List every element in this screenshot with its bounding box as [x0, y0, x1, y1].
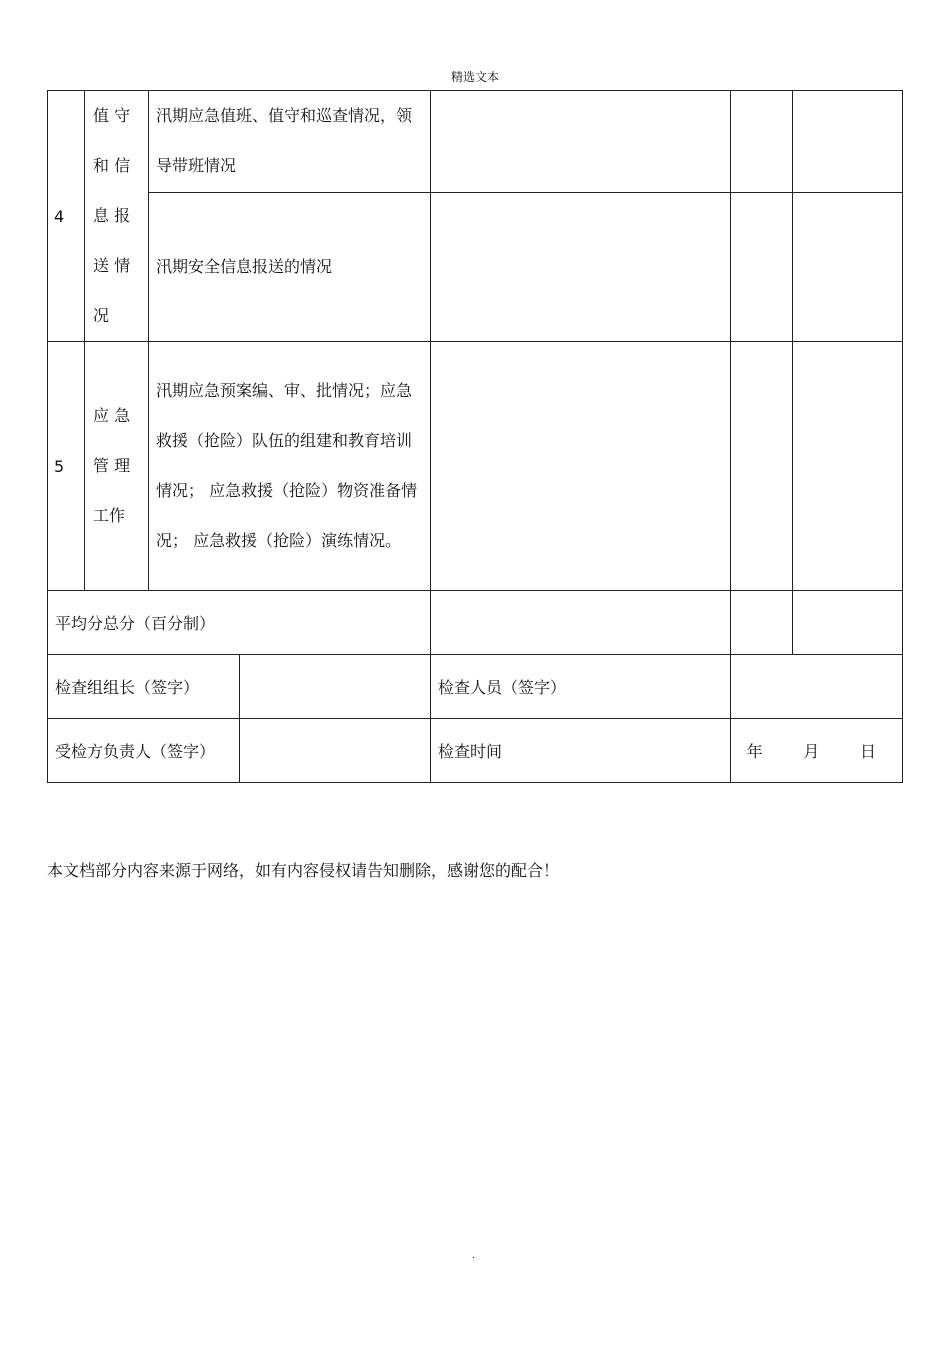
page-dot: .: [472, 1250, 476, 1261]
row-number: 4: [48, 91, 85, 342]
inspector-sign-label: 检查人员（签字）: [431, 655, 731, 719]
score-cell: [731, 91, 793, 193]
method-cell: [431, 342, 731, 591]
score-cell: [731, 591, 793, 655]
total-score-value: [431, 591, 731, 655]
score-cell: [731, 342, 793, 591]
inspector-sign-field: [731, 655, 903, 719]
category-cell: 应 急 管 理 工作: [85, 342, 149, 591]
remark-cell: [793, 192, 903, 341]
method-cell: [431, 91, 731, 193]
category-cell: 值 守 和 信 息 报 送 情 况: [85, 91, 149, 342]
content-cell: 汛期应急值班、值守和巡查情况，领导带班情况: [149, 91, 431, 193]
content-cell: 汛期安全信息报送的情况: [149, 192, 431, 341]
inspection-table: [47, 90, 903, 783]
row-number: 5: [48, 342, 85, 591]
score-cell: [731, 192, 793, 341]
method-cell: [431, 192, 731, 341]
remark-cell: [793, 342, 903, 591]
inspection-date-field: 年 月 日: [731, 719, 903, 783]
leader-sign-label: 检查组组长（签字）: [48, 655, 240, 719]
leader-sign-field: [240, 655, 431, 719]
remark-cell: [793, 591, 903, 655]
footer-note: 本文档部分内容来源于网络，如有内容侵权请告知删除，感谢您的配合！: [47, 861, 560, 880]
responsible-sign-field: [240, 719, 431, 783]
remark-cell: [793, 91, 903, 193]
responsible-sign-label: 受检方负责人（签字）: [48, 719, 240, 783]
total-score-label: 平均分总分（百分制）: [48, 591, 431, 655]
inspection-time-label: 检查时间: [431, 719, 731, 783]
content-cell: 汛期应急预案编、审、批情况；应急救援（抢险）队伍的组建和教育培训情况； 应急救援（抢险）物资准备情况； 应急救援（抢险）演练情况。: [149, 342, 431, 591]
page-header: 精选文本: [450, 70, 499, 84]
